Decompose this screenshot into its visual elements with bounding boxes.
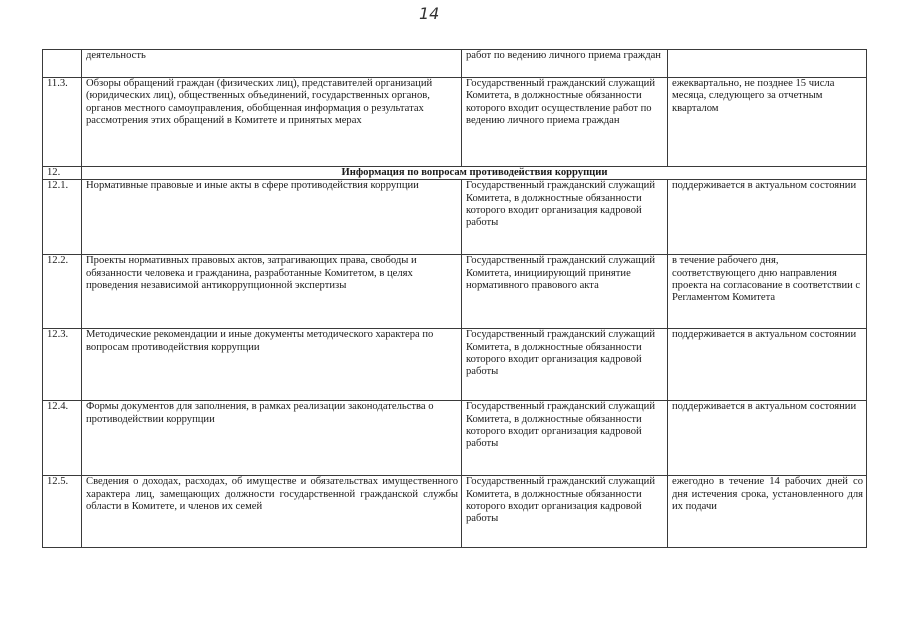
- responsible-cell: Государственный гражданский служащий Комитета, в должностные обязанности которого входит организация кадровой работы: [462, 180, 668, 255]
- table-row: [43, 78, 867, 167]
- period-cell: поддерживается в актуальном состоянии: [668, 329, 867, 401]
- information-cell: Проекты нормативных правовых актов, затрагивающих права, свободы и обязанности человека и гражданина, разработанные Комитетом, в целях проведения независимой антикоррупционной экспертизы: [82, 255, 462, 329]
- table-row: [43, 401, 867, 476]
- row-number: 12.1.: [43, 180, 82, 255]
- row-number: 12.5.: [43, 476, 82, 548]
- section-row: [43, 167, 867, 180]
- period-cell: ежеквартально, не позднее 15 числа месяца, следующего за отчетным кварталом: [668, 78, 867, 167]
- period-cell: в течение рабочего дня, соответствующего дню направления проекта на согласование в соответствии с Регламентом Комитета: [668, 255, 867, 329]
- row-number: 11.3.: [43, 78, 82, 167]
- period-cell: поддерживается в актуальном состоянии: [668, 401, 867, 476]
- responsible-cell: Государственный гражданский служащий Комитета, инициирующий принятие нормативного правового акта: [462, 255, 668, 329]
- table-row: [43, 255, 867, 329]
- row-number: 12.4.: [43, 401, 82, 476]
- row-number: 12.2.: [43, 255, 82, 329]
- period-cell: поддерживается в актуальном состоянии: [668, 180, 867, 255]
- table-row: [43, 50, 867, 78]
- responsible-cell: Государственный гражданский служащий Комитета, в должностные обязанности которого входит осуществление работ по ведению личного приема граждан: [462, 78, 668, 167]
- table-row: [43, 329, 867, 401]
- responsible-cell: Государственный гражданский служащий Комитета, в должностные обязанности которого входит организация кадровой работы: [462, 329, 668, 401]
- period-cell: ежегодно в течение 14 рабочих дней со дня истечения срока, установленного для их подачи: [668, 476, 867, 548]
- information-cell: Нормативные правовые и иные акты в сфере противодействия коррупции: [82, 180, 462, 255]
- section-title: Информация по вопросам противодействия коррупции: [82, 167, 867, 180]
- row-number: 12.3.: [43, 329, 82, 401]
- information-cell: Методические рекомендации и иные документы методического характера по вопросам противодействия коррупции: [82, 329, 462, 401]
- information-cell: деятельность: [82, 50, 462, 78]
- responsible-cell: Государственный гражданский служащий Комитета, в должностные обязанности которого входит организация кадровой работы: [462, 401, 668, 476]
- page-number: 14: [419, 4, 440, 23]
- information-cell: Сведения о доходах, расходах, об имуществе и обязательствах имущественного характера лиц, замещающих должности государственной гражданской службы области в Комитете, и членов их семей: [82, 476, 462, 548]
- responsible-cell: Государственный гражданский служащий Комитета, в должностные обязанности которого входит организация кадровой работы: [462, 476, 668, 548]
- section-number: 12.: [43, 167, 82, 180]
- information-cell: Формы документов для заполнения, в рамках реализации законодательства о противодействии коррупции: [82, 401, 462, 476]
- period-cell: [668, 50, 867, 78]
- table-row: [43, 476, 867, 548]
- information-cell: Обзоры обращений граждан (физических лиц), представителей организаций (юридических лиц), общественных объединений, государственных органов, органов местного самоуправления, обобщенная информация о результатах рассмотрения этих обращений в Комитете и принятых мерах: [82, 78, 462, 167]
- information-table: [42, 49, 867, 548]
- table-row: [43, 180, 867, 255]
- row-number: [43, 50, 82, 78]
- responsible-cell: работ по ведению личного приема граждан: [462, 50, 668, 78]
